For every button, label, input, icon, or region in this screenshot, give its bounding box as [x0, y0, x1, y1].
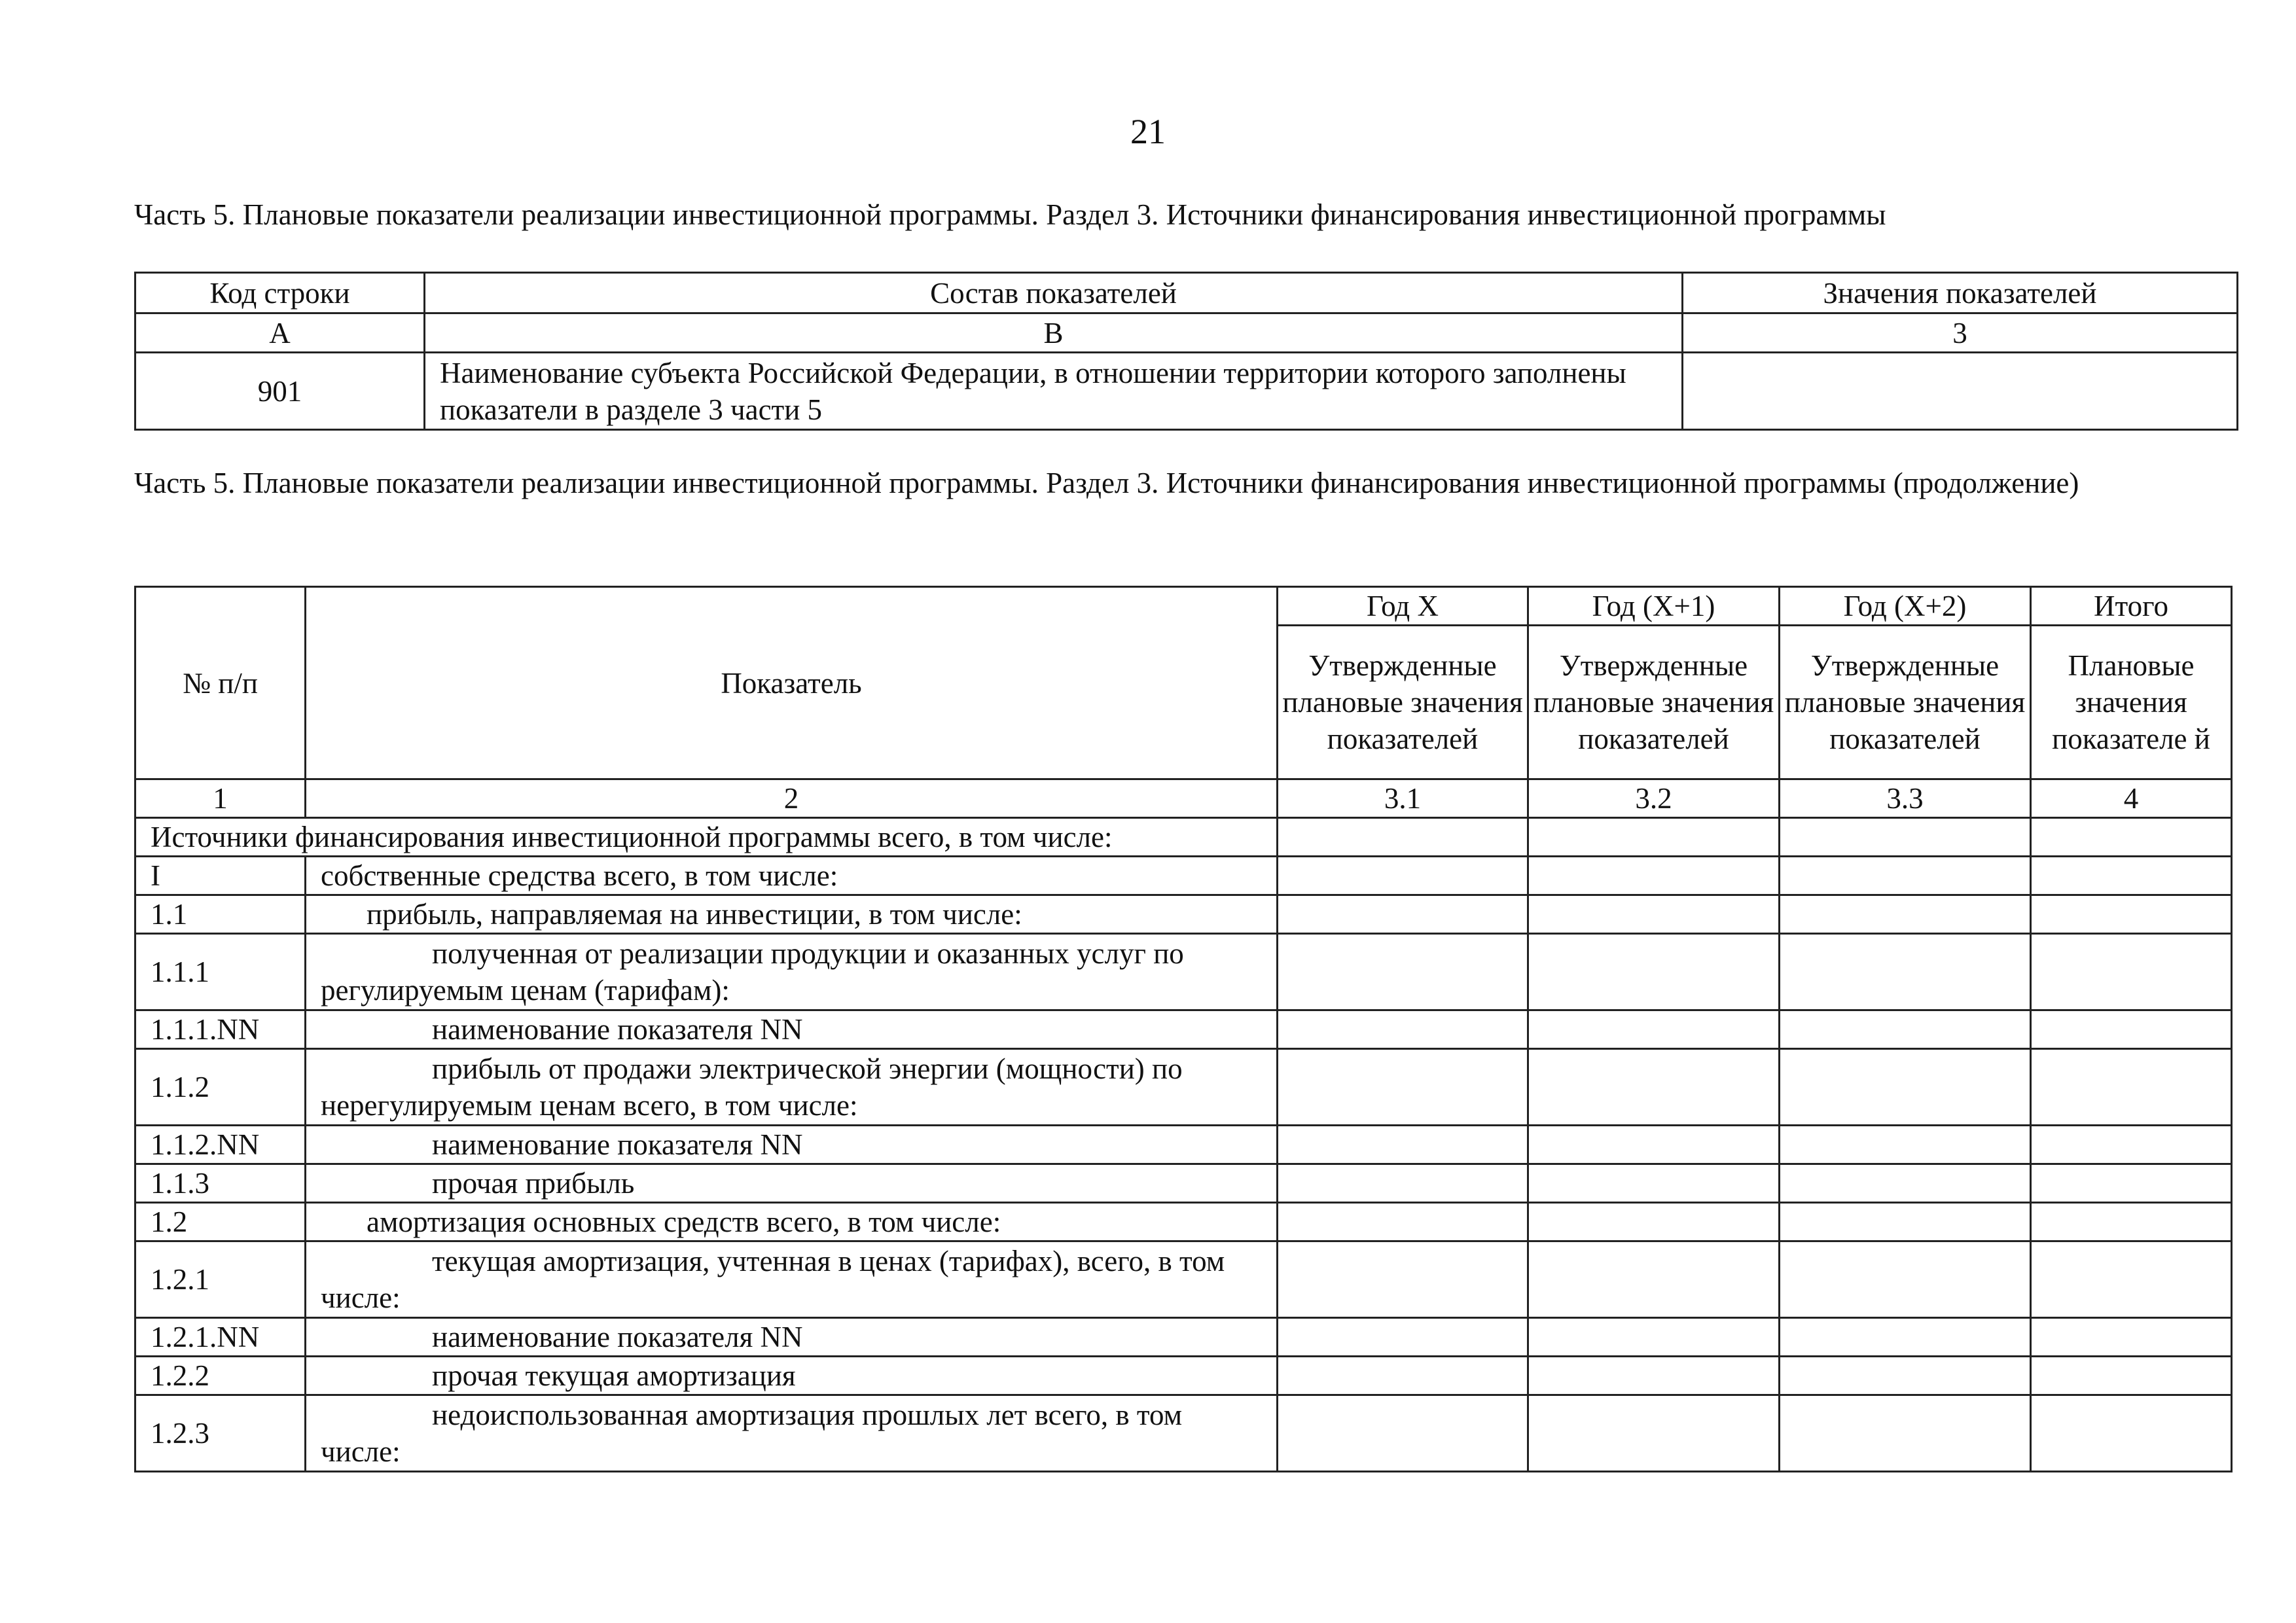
table-row: [135, 1203, 2232, 1241]
table-row: [135, 818, 2232, 857]
value-cell: [1278, 1318, 1528, 1357]
table-row: [135, 934, 2232, 1010]
row-name-cell: [306, 1203, 1278, 1241]
value-cell: [1780, 895, 2031, 934]
row-name: прочая прибыль: [432, 1167, 635, 1200]
row-name: недоиспользованная амортизация прошлых лет всего, в том числе:: [306, 1395, 1278, 1472]
value-cell: [1528, 1318, 1780, 1357]
row-name: текущая амортизация, учтенная в ценах (тарифах), всего, в том числе:: [306, 1241, 1278, 1318]
table-row: [135, 1357, 2232, 1395]
row-code: 1.2.3: [135, 1395, 306, 1472]
table-row: [135, 1164, 2232, 1203]
row-name: прибыль, направляемая на инвестиции, в том числе:: [367, 898, 1022, 931]
value-cell: [1780, 1203, 2031, 1241]
value-cell: [1278, 1049, 1528, 1126]
value-cell: [1528, 857, 1780, 895]
value-cell: [1278, 818, 1528, 857]
value-cell: [1780, 1395, 2031, 1472]
page-number: 21: [1130, 112, 1166, 151]
value-cell: [2031, 934, 2232, 1010]
col-label-a: А: [135, 313, 425, 353]
row-code: 1.1.3: [135, 1164, 306, 1203]
value-cell: [1528, 1241, 1780, 1318]
col-number-3-2: 3.2: [1528, 779, 1780, 818]
subheader-total: Плановые значения показателе й: [2031, 626, 2232, 779]
value-cell: [1278, 1010, 1528, 1049]
value-cell: [1528, 934, 1780, 1010]
header-indicator-values: Значения показателей: [1683, 273, 2238, 313]
value-cell: [2031, 1010, 2232, 1049]
value-cell: [1278, 1126, 1528, 1164]
value-cell: [1528, 1164, 1780, 1203]
table-row: [135, 1010, 2232, 1049]
value-cell: [2031, 1164, 2232, 1203]
value-cell: [1278, 1203, 1528, 1241]
value-cell: [1528, 1126, 1780, 1164]
row-code: 1.1: [135, 895, 306, 934]
value-cell: [2031, 857, 2232, 895]
row-name-cell: [306, 895, 1278, 934]
header-indicator: Показатель: [306, 587, 1278, 779]
row-code: 1.2.1: [135, 1241, 306, 1318]
header-indicators-composition: Состав показателей: [425, 273, 1683, 313]
value-cell: [1528, 1049, 1780, 1126]
value-cell: [1780, 857, 2031, 895]
row-name-cell: [306, 1164, 1278, 1203]
subheader-year-x2: Утвержденные плановые значения показателей: [1780, 626, 2031, 779]
row-name-cell: [306, 1318, 1278, 1357]
col-number-3-3: 3.3: [1780, 779, 2031, 818]
row-name: полученная от реализации продукции и оказанных услуг по регулируемым ценам (тарифам):: [306, 934, 1278, 1010]
row-code: 1.2.2: [135, 1357, 306, 1395]
value-cell: [1780, 1010, 2031, 1049]
value-cell: [1278, 1164, 1528, 1203]
table-row: [135, 1126, 2232, 1164]
value-cell: [2031, 895, 2232, 934]
value-cell: [2031, 1357, 2232, 1395]
header-number: № п/п: [135, 587, 306, 779]
value-cell: [1780, 934, 2031, 1010]
section-title-continuation: Часть 5. Плановые показатели реализации инвестиционной программы. Раздел 3. Источники финансирования инвестиционной программы (продолжение): [134, 467, 2079, 499]
col-number-2: 2: [306, 779, 1278, 818]
header-year-x2: Год (X+2): [1780, 587, 2031, 626]
col-number-3-1: 3.1: [1278, 779, 1528, 818]
table-row: [135, 1049, 2232, 1126]
row-code: I: [135, 857, 306, 895]
value-cell: [1278, 1395, 1528, 1472]
col-number-4: 4: [2031, 779, 2232, 818]
value-cell: [1528, 1203, 1780, 1241]
value-cell: [1528, 895, 1780, 934]
row-code: 1.1.2.NN: [135, 1126, 306, 1164]
row-name-cell: [306, 1126, 1278, 1164]
row-code: 1.1.1.NN: [135, 1010, 306, 1049]
value-cell: [1278, 857, 1528, 895]
col-number-1: 1: [135, 779, 306, 818]
value-cell: [1528, 1395, 1780, 1472]
row-name: прочая текущая амортизация: [432, 1359, 796, 1392]
value-cell: [1780, 818, 2031, 857]
value-cell: [2031, 1203, 2232, 1241]
header-year-x: Год X: [1278, 587, 1528, 626]
value-cell: [1278, 1357, 1528, 1395]
row-name-cell: [306, 1010, 1278, 1049]
value-cell: [1780, 1164, 2031, 1203]
value-cell: [1278, 895, 1528, 934]
row-code: 1.2.1.NN: [135, 1318, 306, 1357]
table-row: [135, 1241, 2232, 1318]
col-label-b: В: [425, 313, 1683, 353]
row-code: 901: [135, 353, 425, 430]
row-name: прибыль от продажи электрической энергии (мощности) по нерегулируемым ценам всего, в том числе:: [306, 1049, 1278, 1126]
subheader-year-x1: Утвержденные плановые значения показателей: [1528, 626, 1780, 779]
value-cell: [2031, 1126, 2232, 1164]
table-row: [135, 1318, 2232, 1357]
value-cell: [1528, 1010, 1780, 1049]
subheader-year-x: Утвержденные плановые значения показателей: [1278, 626, 1528, 779]
table-row: [135, 895, 2232, 934]
value-cell: [2031, 1241, 2232, 1318]
header-year-x1: Год (X+1): [1528, 587, 1780, 626]
col-label-3: 3: [1683, 313, 2238, 353]
table-row: [135, 857, 2232, 895]
row-description: Наименование субъекта Российской Федерации, в отношении территории которого заполнены показатели в разделе 3 части 5: [425, 353, 1683, 430]
row-name: собственные средства всего, в том числе:: [306, 857, 1278, 895]
value-cell: [2031, 1395, 2232, 1472]
funding-sources-table: [134, 586, 2233, 1472]
row-name: наименование показателя NN: [432, 1128, 803, 1161]
value-cell: [1528, 818, 1780, 857]
value-cell: [1780, 1241, 2031, 1318]
row-name: наименование показателя NN: [432, 1321, 803, 1353]
row-name-cell: [306, 1357, 1278, 1395]
row-name: наименование показателя NN: [432, 1013, 803, 1046]
value-cell: [1528, 1357, 1780, 1395]
value-cell: [2031, 1318, 2232, 1357]
row-code: 1.2: [135, 1203, 306, 1241]
row-code: 1.1.1: [135, 934, 306, 1010]
indicators-composition-table: [134, 272, 2238, 431]
total-row-label: Источники финансирования инвестиционной программы всего, в том числе:: [135, 818, 1278, 857]
section-title: Часть 5. Плановые показатели реализации инвестиционной программы. Раздел 3. Источники финансирования инвестиционной программы: [134, 198, 1886, 231]
value-cell: [1780, 1318, 2031, 1357]
value-cell: [1278, 934, 1528, 1010]
table-row: [135, 1395, 2232, 1472]
row-value-cell: [1683, 353, 2238, 430]
value-cell: [2031, 1049, 2232, 1126]
header-total: Итого: [2031, 587, 2232, 626]
header-row-code: Код строки: [135, 273, 425, 313]
value-cell: [2031, 818, 2232, 857]
value-cell: [1780, 1126, 2031, 1164]
value-cell: [1780, 1357, 2031, 1395]
row-code: 1.1.2: [135, 1049, 306, 1126]
value-cell: [1780, 1049, 2031, 1126]
value-cell: [1278, 1241, 1528, 1318]
row-name: амортизация основных средств всего, в том числе:: [367, 1205, 1001, 1238]
